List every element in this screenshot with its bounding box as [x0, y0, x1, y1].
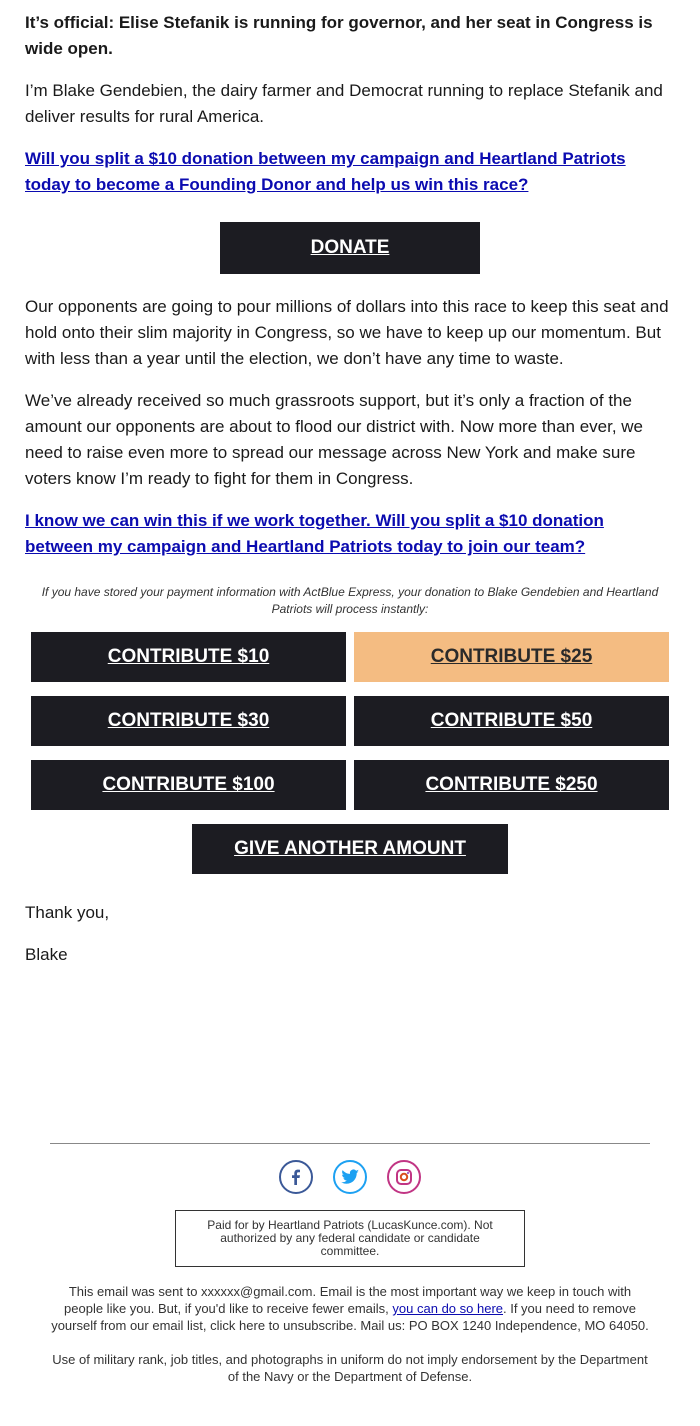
paragraph-opponents: Our opponents are going to pour millions of dollars into this race to keep this seat and hold onto their slim majority in Congress, so we have to keep up our momentum. But with less than a year until the election, we don’t have any time to waste.: [25, 297, 669, 368]
fewer-emails-link[interactable]: you can do so here: [392, 1301, 503, 1316]
instagram-icon[interactable]: [387, 1160, 421, 1194]
give-another-amount-button[interactable]: GIVE ANOTHER AMOUNT: [192, 824, 508, 874]
contribute-250-button[interactable]: CONTRIBUTE $250: [354, 760, 669, 810]
donate-link-2[interactable]: I know we can win this if we work together. Will you split a $10 donation between my campaign and Heartland Patriots today to join our team?: [25, 511, 604, 556]
facebook-icon[interactable]: [279, 1160, 313, 1194]
social-links: [50, 1160, 650, 1194]
signoff: Thank you,: [25, 903, 110, 922]
contribute-30-button[interactable]: CONTRIBUTE $30: [31, 696, 346, 746]
contribute-50-button[interactable]: CONTRIBUTE $50: [354, 696, 669, 746]
contribute-100-button[interactable]: CONTRIBUTE $100: [31, 760, 346, 810]
paragraph-grassroots: We’ve already received so much grassroots support, but it’s only a fraction of the amount our opponents are about to flood our district with. Now more than ever, we need to raise even more to spread our message across New York and make sure voters know I’m ready to fight for them in Congress.: [25, 391, 644, 488]
actblue-express-note: If you have stored your payment information with ActBlue Express, your donation to Blake Gendebien and Heartland Patriots will process instantly:: [41, 585, 659, 616]
twitter-icon[interactable]: [333, 1160, 367, 1194]
headline: It’s official: Elise Stefanik is running for governor, and her seat in Congress is wide open.: [25, 13, 653, 58]
footer: [50, 1143, 650, 1385]
contribute-grid: [11, 632, 689, 810]
paid-for-disclaimer: Paid for by Heartland Patriots (LucasKunce.com). Not authorized by any federal candidate or candidate committee.: [175, 1210, 525, 1267]
donate-button[interactable]: DONATE: [220, 222, 480, 274]
contribute-10-button[interactable]: CONTRIBUTE $10: [31, 632, 346, 682]
donate-link-1[interactable]: Will you split a $10 donation between my campaign and Heartland Patriots today to become a Founding Donor and help us win this race?: [25, 149, 626, 194]
legal-text: [50, 1283, 650, 1334]
military-disclaimer: Use of military rank, job titles, and photographs in uniform do not imply endorsement by the Department of the Navy or the Department of Defense.: [52, 1352, 648, 1384]
footer-divider: [50, 1143, 650, 1144]
signature: Blake: [25, 945, 68, 964]
intro-paragraph: I’m Blake Gendebien, the dairy farmer and Democrat running to replace Stefanik and deliver results for rural America.: [25, 81, 663, 126]
legal-text-part-b: . If you need to remove yourself from our email list, click here to unsubscribe. Mail us: PO BOX 1240 Independence, MO 64050.: [51, 1301, 649, 1333]
contribute-25-button[interactable]: CONTRIBUTE $25: [354, 632, 669, 682]
legal-text-part-a: This email was sent to xxxxxx@gmail.com. Email is the most important way we keep in touch with people like you. But, if you'd like to receive fewer emails,: [64, 1284, 632, 1316]
